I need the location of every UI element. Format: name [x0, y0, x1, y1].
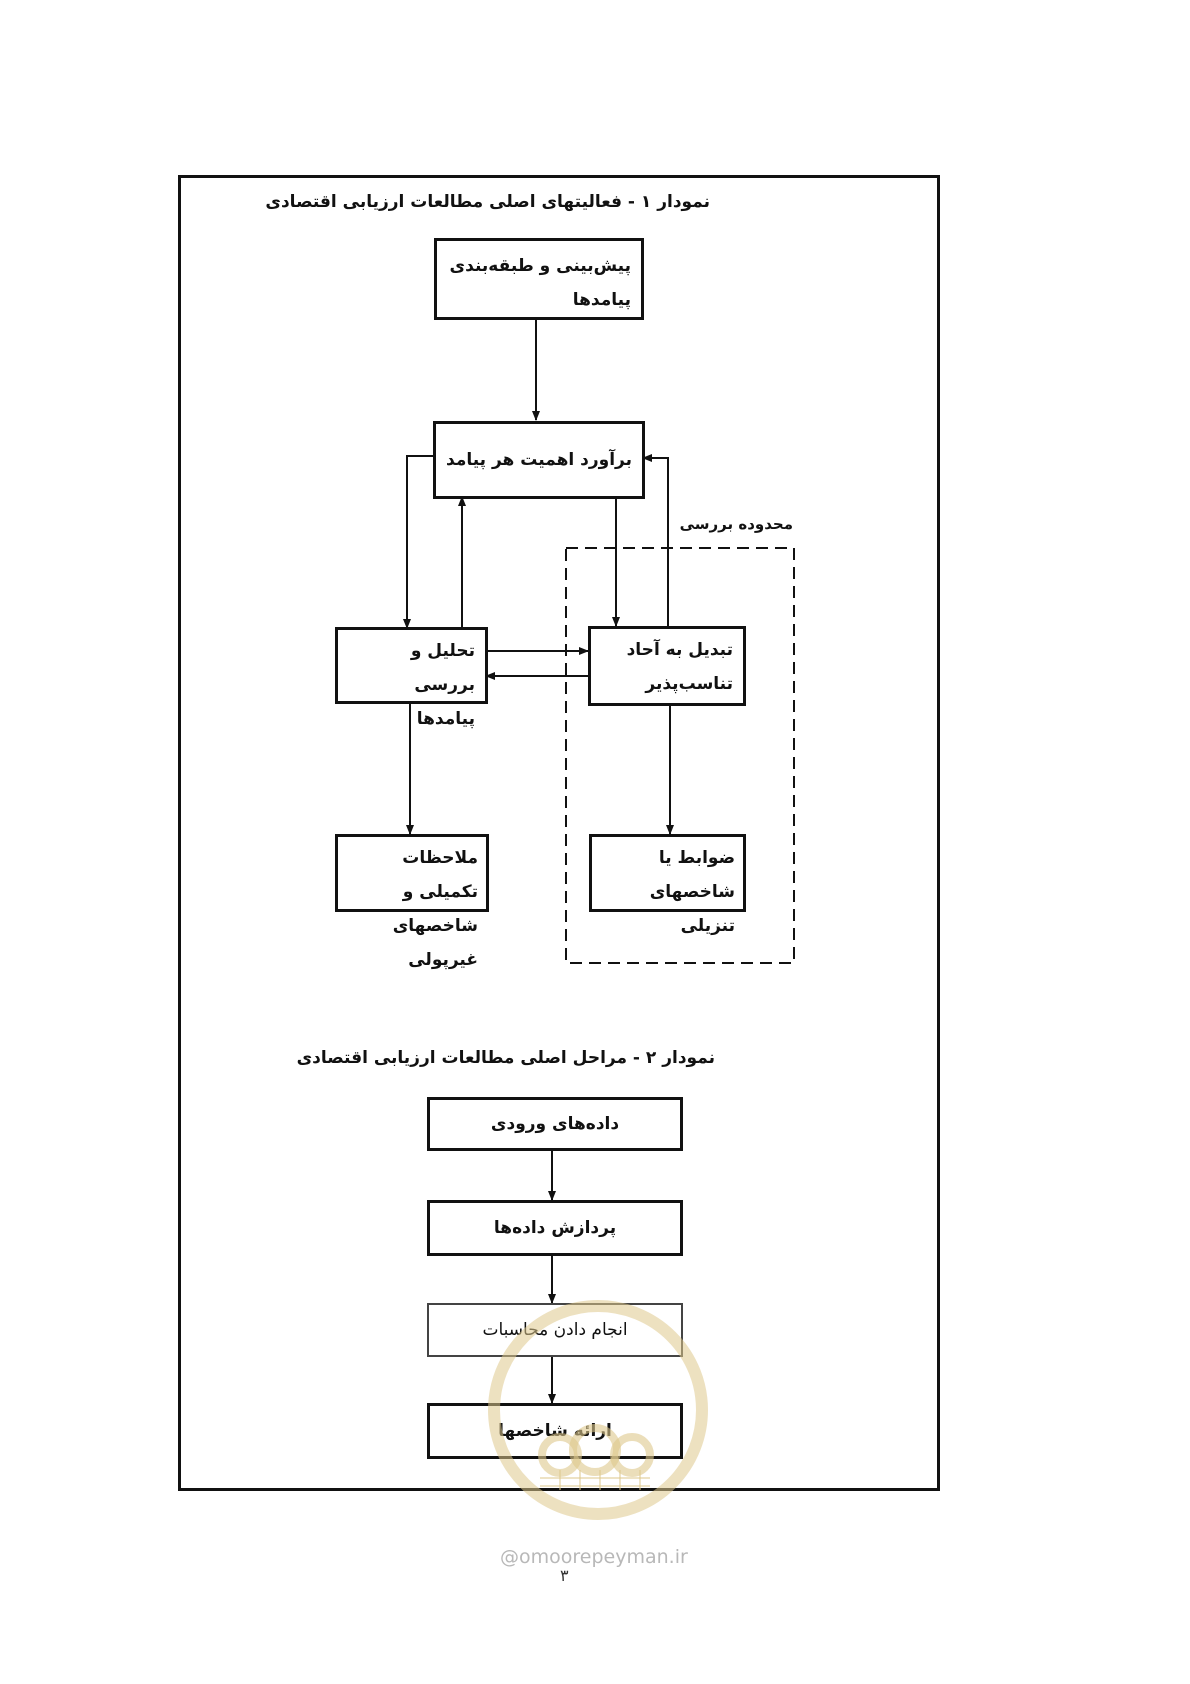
step-1-label: داده‌های ورودی: [490, 1114, 620, 1134]
box-notes-line2: شاخصهای غیرپولی: [392, 916, 478, 970]
box-criteria-line1: ضوابط یا شاخصهای: [649, 848, 735, 902]
box-convert-line2: تناسب‌پذیر: [645, 674, 733, 694]
arrow-estimate-to-analysis: [407, 456, 433, 628]
arrow-convert-to-estimate: [643, 458, 668, 626]
diagram2-caption: نمودار ۲ - مراحل اصلی مطالعات ارزیابی اقتصادی: [296, 1048, 715, 1068]
step-process-data: [427, 1200, 683, 1256]
step-4-label: ارائه شاخصها: [498, 1421, 612, 1441]
step-3-label: انجام دادن محاسبات: [482, 1320, 628, 1340]
diagram1-caption: نمودار ۱ - فعالیتهای اصلی مطالعات ارزیابی اقتصادی: [265, 192, 710, 212]
watermark-gears-icon: [520, 1420, 670, 1490]
box-estimate-label: برآورد اهمیت هر پیامد: [446, 450, 632, 470]
box-forecast-outcomes: [434, 238, 644, 320]
page-number: ۳: [560, 1566, 569, 1585]
box-convert-line1: تبدیل به آحاد: [626, 640, 733, 660]
box-analysis-outcomes: [335, 627, 488, 729]
box-criteria-line2: تنزیلی: [680, 916, 735, 936]
review-scope-label: محدوده بررسی: [679, 515, 793, 533]
box-analysis-line1: تحلیل و بررسی: [410, 641, 475, 695]
box-discount-criteria: [589, 834, 746, 936]
step-2-label: پردازش داده‌ها: [493, 1218, 617, 1238]
box-analysis-line2: پیامدها: [416, 709, 475, 729]
step-input-data: [427, 1097, 683, 1151]
box-estimate-importance: [433, 421, 645, 499]
box-forecast-line1: پیش‌بینی و طبقه‌بندی: [449, 256, 631, 276]
box-convert-units: [588, 626, 746, 706]
box-forecast-line2: پیامدها: [572, 290, 631, 310]
box-notes-line1: ملاحظات تکمیلی و: [402, 848, 478, 902]
box-supplementary-notes: [335, 834, 489, 970]
watermark-url: @omoorepeyman.ir: [500, 1546, 688, 1568]
